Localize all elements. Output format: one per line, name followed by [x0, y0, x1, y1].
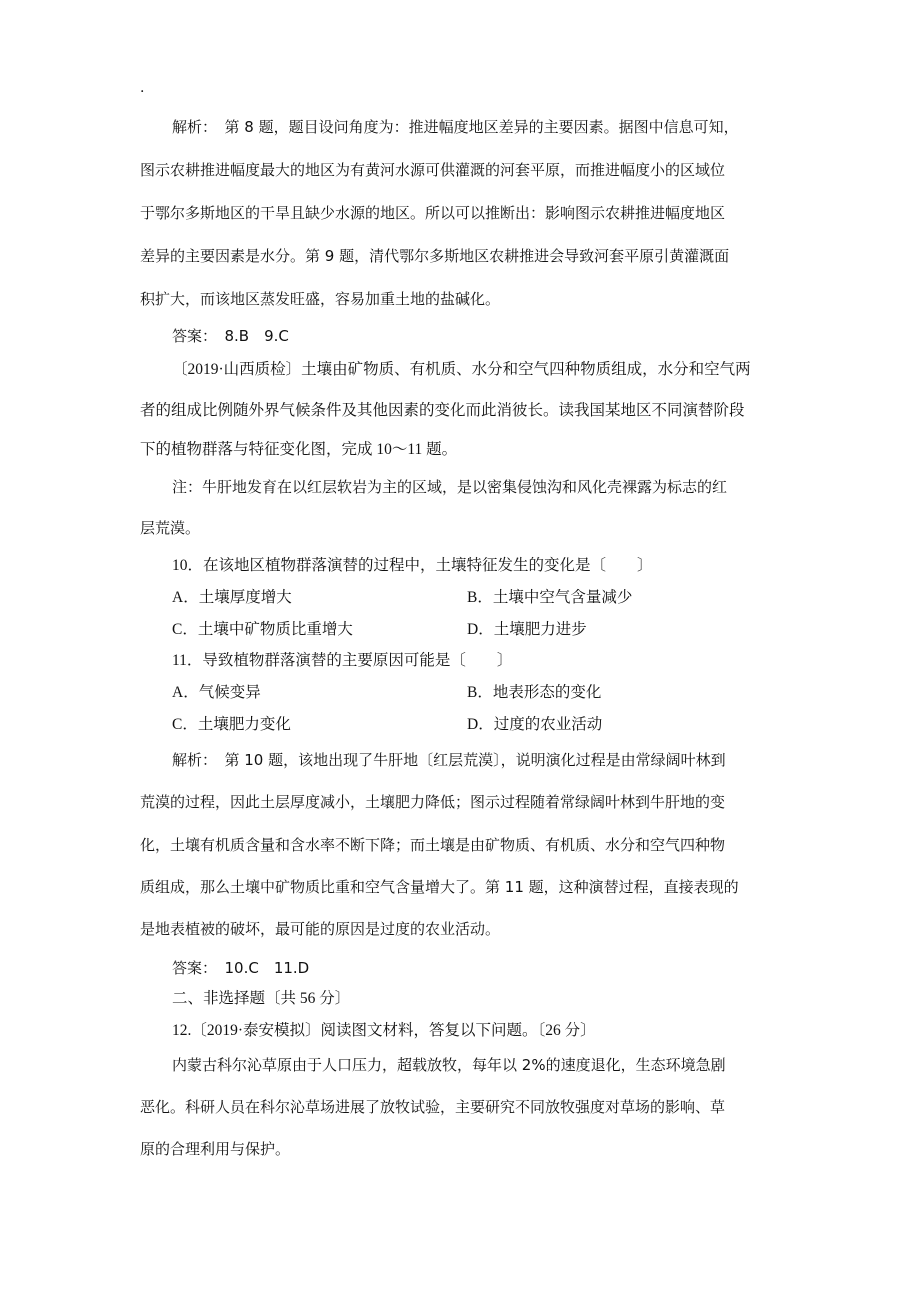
option-d: D．土壤肥力进步: [467, 621, 587, 638]
page-marker: ·: [140, 84, 145, 100]
option-a: A．气候变异: [172, 684, 261, 701]
answer-10-11: 答案： 10.C 11.D: [172, 959, 310, 977]
analysis-line: 化，土壤有机质含量和含水率不断下降；而土壤是由矿物质、有机质、水分和空气四种物: [140, 836, 726, 854]
option-c: C．土壤肥力变化: [172, 716, 291, 733]
question-stem: 10．在该地区植物群落演替的过程中，土壤特征发生的变化是〔 〕: [172, 557, 653, 574]
material-line: 下的植物群落与特征变化图，完成 10～11 题。: [140, 441, 458, 458]
analysis-line: 于鄂尔多斯地区的干旱且缺少水源的地区。所以可以推断出：影响图示农耕推进幅度地区: [140, 204, 726, 222]
material-line: 恶化。科研人员在科尔沁草场进展了放牧试验，主要研究不同放牧强度对草场的影响、草: [140, 1098, 726, 1116]
answer-8-9: 答案： 8.B 9.C: [172, 327, 289, 345]
analysis-line: 解析： 第 10 题，该地出现了牛肝地〔红层荒漠〕，说明演化过程是由常绿阔叶林到: [172, 751, 726, 769]
option-b: B．土壤中空气含量减少: [467, 589, 633, 606]
material-line: 〔2019·山西质检〕土壤由矿物质、有机质、水分和空气四种物质组成，水分和空气两: [172, 361, 751, 378]
material-line: 原的合理利用与保护。: [140, 1140, 291, 1158]
note-line: 层荒漠。: [140, 519, 201, 537]
analysis-line: 积扩大，而该地区蒸发旺盛，容易加重土地的盐碱化。: [140, 290, 501, 308]
analysis-line: 是地表植被的破坏，最可能的原因是过度的农业活动。: [140, 920, 501, 938]
option-b: B．地表形态的变化: [467, 684, 602, 701]
analysis-line: 解析： 第 8 题，题目设问角度为：推进幅度地区差异的主要因素。据图中信息可知，: [172, 118, 739, 136]
question-stem: 11．导致植物群落演替的主要原因可能是〔 〕: [172, 652, 513, 669]
analysis-line: 质组成，那么土壤中矿物质比重和空气含量增大了。第 11 题，这种演替过程，直接表现的: [140, 878, 739, 896]
analysis-line: 差异的主要因素是水分。第 9 题，清代鄂尔多斯地区农耕推进会导致河套平原引黄灌溉面: [140, 247, 730, 265]
analysis-line: 图示农耕推进幅度最大的地区为有黄河水源可供灌溉的河套平原，而推进幅度小的区域位: [140, 161, 726, 179]
option-a: A．土壤厚度增大: [172, 589, 292, 606]
material-line: 者的组成比例随外界气候条件及其他因素的变化而此消彼长。读我国某地区不同演替阶段: [140, 402, 745, 419]
analysis-line: 荒漠的过程，因此土层厚度减小，土壤肥力降低；图示过程随着常绿阔叶林到牛肝地的变: [140, 793, 726, 811]
question-12-stem: 12.〔2019·泰安模拟〕阅读图文材料，答复以下问题。〔26 分〕: [172, 1022, 596, 1039]
option-c: C．土壤中矿物质比重增大: [172, 621, 353, 638]
note-line: 注：牛肝地发育在以红层软岩为主的区域，是以密集侵蚀沟和风化壳裸露为标志的红: [172, 478, 728, 496]
option-d: D．过度的农业活动: [467, 716, 603, 733]
material-line: 内蒙古科尔沁草原由于人口压力，超载放牧，每年以 2%的速度退化，生态环境急剧: [172, 1056, 726, 1074]
section-heading: 二、非选择题〔共 56 分〕: [172, 990, 351, 1007]
